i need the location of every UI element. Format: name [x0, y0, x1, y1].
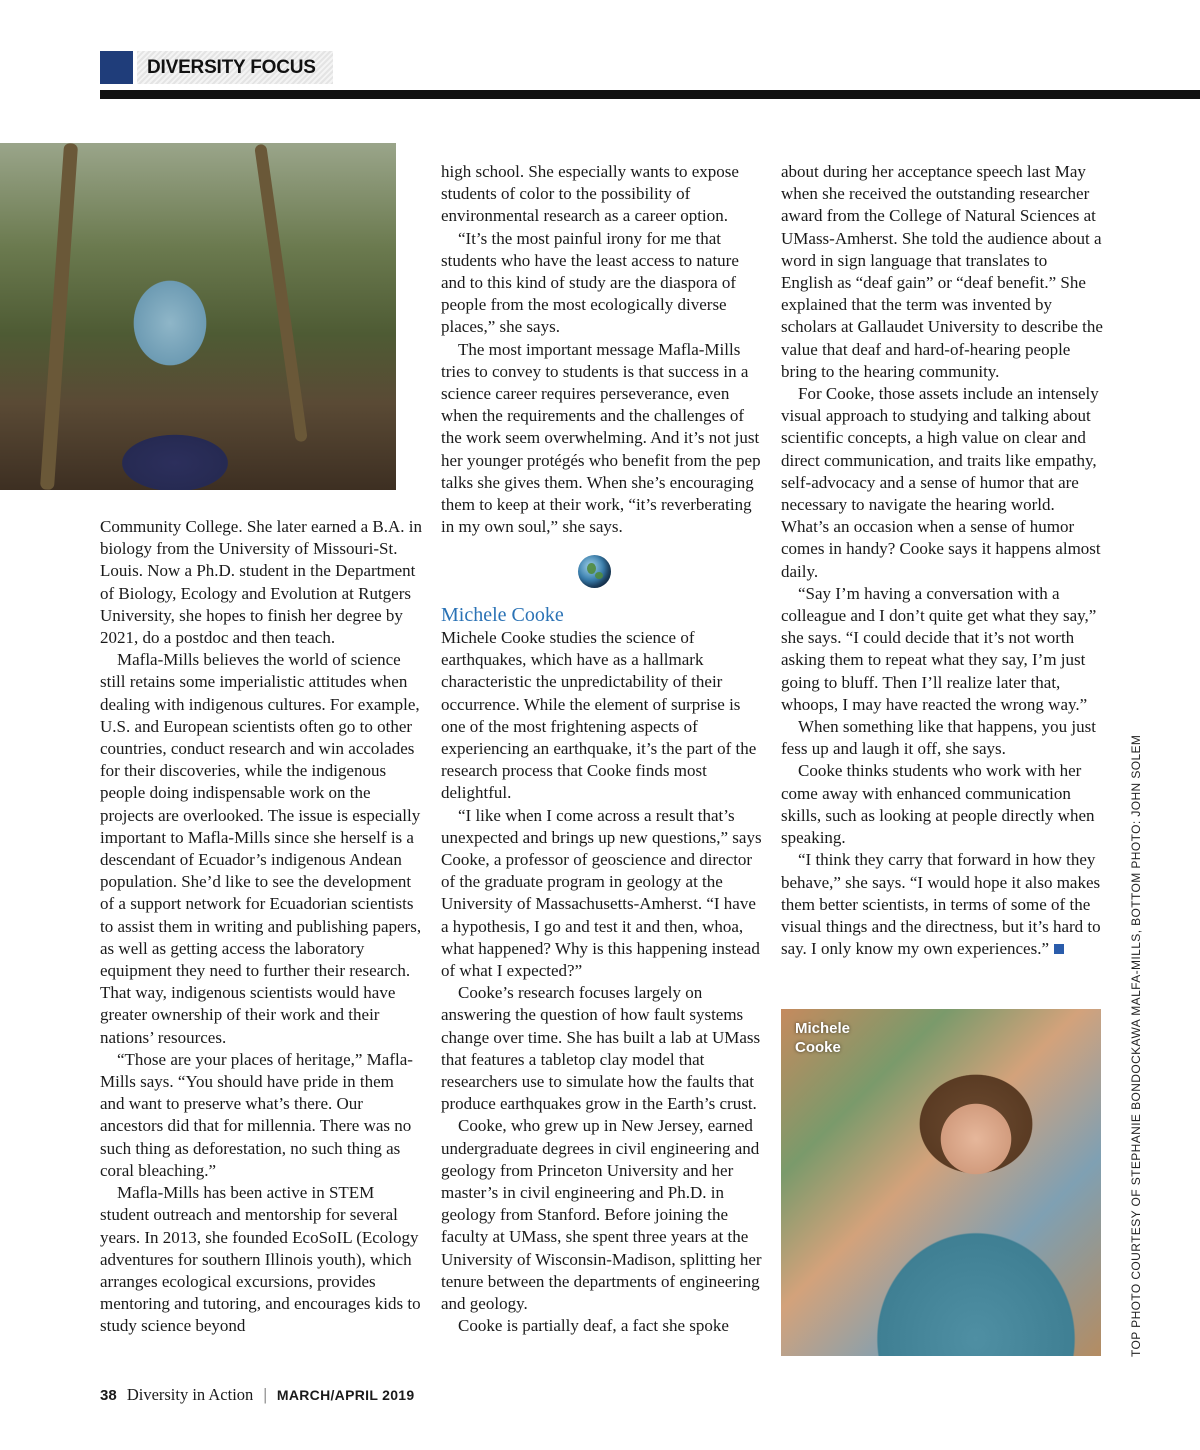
- paragraph-text: “I think they carry that forward in how they behave,” she says. “I would hope it also makes them better scientists, in terms of some of the visual things and the directness, but it’s hard to say. I only know my own experiences.”: [781, 850, 1101, 959]
- paragraph-last: [781, 849, 1103, 960]
- photo-vine-right: [254, 144, 308, 443]
- footer-separator: |: [263, 1385, 267, 1404]
- paragraph: about during her acceptance speech last May when she received the outstanding researcher award from the College of Natural Sciences at UMass-Amherst. She told the audience about a word in sign language that translates to English as “deaf gain” or “deaf benefit.” She explained that the term was invented by scholars at Gallaudet University to describe the value that deaf and hard-of-hearing people bring to the hearing community.: [781, 162, 1103, 381]
- paragraph: Cooke thinks students who work with her come away with enhanced communication skills, such as looking at people directly when speaking.: [781, 761, 1095, 848]
- caption-line: Michele: [795, 1020, 851, 1037]
- globe-land: [595, 572, 603, 579]
- paragraph: high school. She especially wants to expose students of color to the possibility of environmental research as a career option.: [441, 162, 739, 226]
- issue-date: MARCH/APRIL 2019: [276, 1387, 415, 1403]
- paragraph: Mafla-Mills believes the world of science still retains some imperialistic attitudes when dealing with indigenous cultures. For example, U.S. and European scientists often go to other countries, conduct research and win accolades for their discoveries, while the indigenous people doing indispensable work on the projects are overlooked. The issue is especially important to Mafla-Mills since she herself is a descendant of Ecuador’s indigenous Andean population. She’d like to see the development of a support network for Ecuadorian scientists to assist them in writing and publishing papers, as well as getting access the laboratory equipment they need to further their research. That way, indigenous scientists would have greater ownership of their work and their nations’ resources.: [100, 650, 422, 1047]
- paragraph: Cooke’s research focuses largely on answering the question of how fault systems change over time. She has built a lab at UMass that features a tabletop clay model that researchers use to simulate how the faults that produce earthquakes grow in the Earth’s crust.: [441, 983, 761, 1114]
- paragraph: “Those are your places of heritage,” Mafla-Mills says. “You should have pride in them and want to preserve what’s there. Our ancestors did that for millennia. There was no such thing as deforestation, no such thing as coral bleaching.”: [100, 1049, 413, 1180]
- section-color-block: [100, 51, 133, 84]
- paragraph: When something like that happens, you just fess up and laugh it off, she says.: [781, 717, 1096, 759]
- paragraph: Community College. She later earned a B.A. in biology from the University of Missouri-St. Louis. Now a Ph.D. student in the Department of Biology, Ecology and Evolution at Rutgers University, she hopes to finish her degree by 2021, do a postdoc and then teach.: [100, 517, 422, 648]
- paragraph: Michele Cooke studies the science of earthquakes, which have as a hallmark characteristic the unpredictability of their occurrence. While the element of surprise is one of the most frightening aspects of experiencing an earthquake, it’s the part of the research process that Cooke finds most delightful.: [441, 628, 757, 803]
- paragraph: “It’s the most painful irony for me that students who have the least access to nature and to this kind of study are the diaspora of people from the most ecologically diverse places,” she says.: [441, 228, 739, 337]
- photo-credit: TOP PHOTO COURTESY OF STEPHANIE BONDOCKAWA MALFA-MILLS, BOTTOM PHOTO: JOHN SOLEM: [1129, 734, 1143, 1357]
- magazine-name: Diversity in Action: [126, 1385, 254, 1404]
- paragraph: Cooke is partially deaf, a fact she spoke: [458, 1316, 729, 1336]
- paragraph: Cooke, who grew up in New Jersey, earned undergraduate degrees in civil engineering and geology from Princeton University and her master’s in civil engineering and Ph.D. in geology from Stanford. Before joining the faculty at UMass, she spent three years at the University of Wisconsin-Madison, splitting her tenure between the departments of engineering and geology.: [441, 1116, 762, 1314]
- article-column-2-bottom: [441, 627, 763, 1338]
- paragraph: Mafla-Mills has been active in STEM student outreach and mentorship for several years. In 2013, she founded EcoSoIL (Ecology adventures for southern Illinois youth), which arranges ecological excursions, provides mentoring and tutoring, and encourages kids to study science beyond: [100, 1183, 421, 1336]
- globe-icon: [578, 555, 611, 588]
- article-column-2-top: [441, 161, 763, 538]
- page-footer: [100, 1385, 414, 1406]
- caption-line: Cooke: [795, 1039, 841, 1056]
- paragraph: “I like when I come across a result that’s unexpected and brings up new questions,” says Cooke, a professor of geoscience and director of the graduate program in geology at the University of Massachusetts-Amherst. “I have a hypothesis, I go and test it and then, whoa, what happened? Why is this happening instead of what I expected?”: [441, 805, 762, 981]
- header-rule: [100, 90, 1200, 99]
- globe-land: [587, 563, 596, 574]
- section-heading: Michele Cooke: [441, 604, 564, 626]
- paragraph: “Say I’m having a conversation with a colleague and I don’t quite get what they say,” she says. “I could decide that it’s not worth asking them to repeat what they say, I’m just going to bluff. Then I’ll realize later that, whoops, I may have reacted the wrong way.”: [781, 583, 1097, 714]
- photo-michele-cooke: [781, 1009, 1101, 1356]
- article-column-1: [100, 516, 422, 1338]
- photo-caption-bottom: [795, 1019, 850, 1057]
- page-number: 38: [100, 1387, 117, 1404]
- photo-vine-left: [40, 143, 78, 490]
- section-label: DIVERSITY FOCUS: [137, 51, 333, 84]
- photo-stephanie-mafla-mills: [0, 143, 396, 490]
- paragraph: The most important message Mafla-Mills tries to convey to students is that success in a science career requires perseverance, even when the requirements and the challenges of the work seem overwhelming. And it’s not just her younger protégés who benefit from the pep talks she gives them. When she’s encouraging them to keep at their work, “it’s reverberating in my own soul,” she says.: [441, 339, 761, 537]
- paragraph: For Cooke, those assets include an intensely visual approach to studying and talking about scientific concepts, a high value on clear and direct communication, and traits like empathy, self-advocacy and a sense of humor that are necessary to navigate the hearing world. What’s an occasion when a sense of humor comes in handy? Cooke says it happens almost daily.: [781, 384, 1101, 581]
- article-column-3: [781, 161, 1103, 960]
- end-of-article-marker: [1054, 944, 1064, 954]
